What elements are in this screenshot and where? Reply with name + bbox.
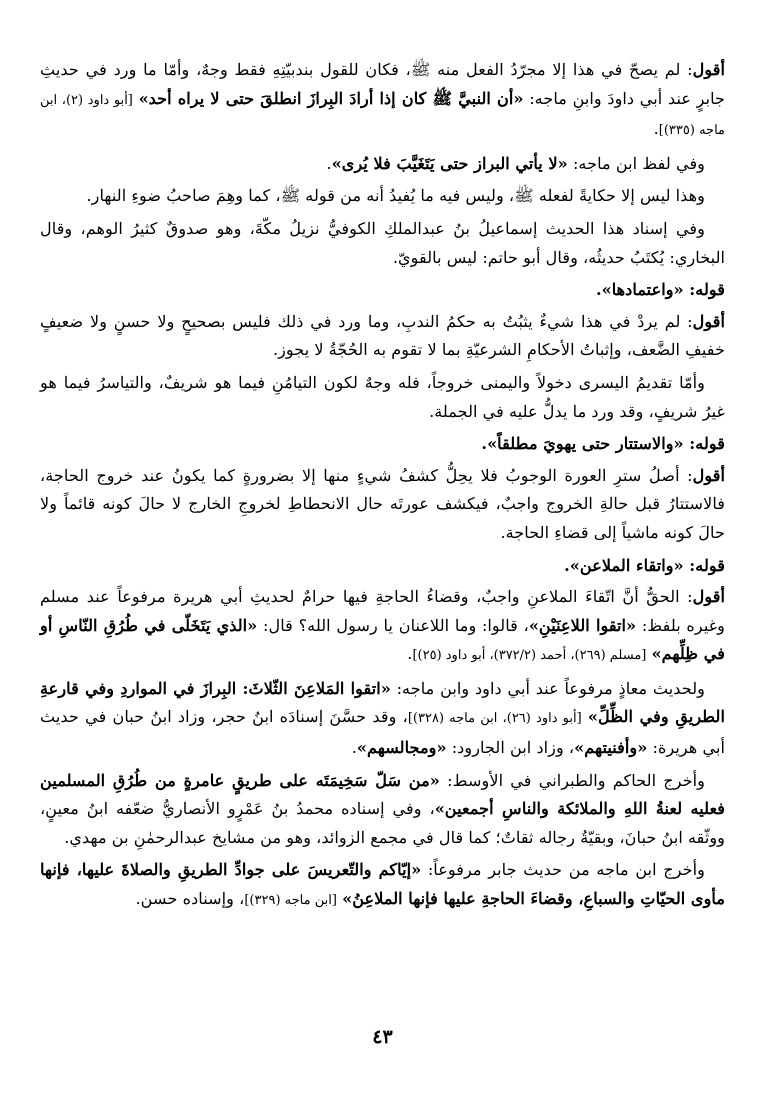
hadith-quote: «الذي يَتَخَلّى في طُرُقِ النّاسِ أو في ظِلِّهم» — [40, 615, 725, 664]
text-run: . — [351, 738, 357, 758]
text-run: . — [653, 119, 659, 139]
text-run: . — [407, 644, 413, 664]
commentary-heading: قوله: «واتقاء الملاعن». — [564, 555, 725, 575]
paragraph — [40, 182, 725, 211]
text-run: : أصلُ سترِ العورة الوجوبُ فلا يحِلُّ كشفُ شيءٍ منها إلا بضرورةٍ كما يكونُ عند خروج الحاجة، فالاستتارُ قبل حالةِ الخروج واجبٌ، فيكشف عورتَه حال الانحطاطِ لخروجِ الخارج لا حالَ كونه قائماً ولا حالَ كونه ماشياً إلى قضاءِ الحاجة. — [40, 465, 725, 542]
text-run: وأمّا تقديمُ اليسرى دخولاً واليمنى خروجاً، فله وجهٌ لكون التيامُنِ فيما هو شريفٌ، والتياسرُ فيما هو غيرُ شريفٍ، وقد ورد ما يدلُّ عليه في الجملة. — [40, 372, 725, 421]
hadith-quote: «لا يأتي البراز حتى يَتَغَيَّبَ فلا يُرى» — [331, 153, 568, 173]
heading-label: قوله — [695, 555, 725, 575]
lead-word: أقول — [692, 465, 725, 485]
citation: [مسلم (٢٦٩)، أحمد (٣٧٢/٢)، أبو داود (٢٥)] — [412, 648, 647, 664]
text-run: وفي إسناد هذا الحديث إسماعيلُ بنُ عبدالملكِ الكوفيُّ نزيلُ مكّةَ، وهو صدوقٌ كثيرُ الوهم، وقال البخاري: يُكتَبُ حديثُه، وقال أبو حاتم: ليس بالقويّ. — [40, 218, 725, 267]
hadith-quote: «أن النبيَّ ﷺ كان إذا أرادَ البِرازَ انطلقَ حتى لا يراه أحد» — [138, 88, 524, 108]
text-run: ولحديث معاذٍ مرفوعاً عند أبي داود وابن ماجه: — [390, 678, 706, 698]
paragraph — [40, 56, 725, 146]
hadith-quote: «ومجالسهم» — [356, 738, 447, 758]
lead-word: أقول — [692, 311, 725, 331]
text-run: : لم يردْ في هذا شيءٌ يثبُتُ به حكمُ الندبِ، وما ورد في ذلك فليس بصحيحٍ ولا حسنٍ ولا ضعيفٍ خفيفِ الضَّعف، وإثباتُ الأحكامِ الشرعيّةِ بما لا تقوم به الحُجّةُ لا يجوز. — [40, 311, 725, 360]
heading-quote: «والاستتار حتى يهويَ مطلقاً» — [487, 434, 684, 454]
hadith-quote: «إيّاكم والتّعريسَ على جوادِّ الطريقِ والصلاةَ عليها، فإنها مأوى الحيّاتِ والسباعِ، وقضاءَ الحاجةِ عليها فإنها الملاعِنُ» — [40, 860, 725, 909]
paragraph — [40, 675, 725, 763]
text-run: . — [326, 153, 332, 173]
paragraph — [40, 308, 725, 365]
heading-quote: «واتقاء الملاعن» — [569, 555, 684, 575]
paragraph — [40, 767, 725, 853]
paragraph — [40, 583, 725, 671]
page-number: ٤٣ — [372, 1026, 393, 1048]
commentary-heading: قوله: «واعتمادها». — [595, 280, 725, 300]
text-run: وهذا ليس إلا حكايةً لفعله ﷺ، وليس فيه ما يُفيدُ أنه من قوله ﷺ، كما وهِمَ صاحبُ ضوءِ النهار. — [86, 186, 705, 206]
text-run: : لم يصحّ في هذا إلا مجرّدُ الفعل منه ﷺ، فكان للقول بندبيّتِهِ فقط وجهٌ، وأمّا ما ورد في حديثِ جابرٍ عند أبي داودَ وابنِ ماجه: — [40, 60, 726, 108]
lead-word: أقول — [692, 587, 725, 607]
hadith-quote: «اتقوا المَلاعِنَ الثّلاثَ: البِرازَ في المواردِ وفي قارعةِ الطريقِ وفي الظِّلِّ» — [40, 678, 725, 727]
text-run: وفي لفظ ابن ماجه: — [567, 153, 705, 173]
text-run: : الحقُّ أنَّ اتّقاءَ الملاعنِ واجبٌ، وقضاءُ الحاجةِ فيها حرامٌ لحديثِ أبي هريرة مرفوعاً عند مسلم وغيره بلفظ: — [40, 587, 725, 635]
citation: [أبو داود (٢)، ابن ماجه (٣٣٥)] — [40, 92, 725, 139]
lead-word: أقول — [692, 60, 725, 79]
heading-quote: «واعتمادها» — [601, 280, 684, 300]
paragraph — [40, 150, 725, 179]
text-run: ، وزاد ابن الجارود: — [446, 738, 575, 758]
text-run: وأخرج الحاكم والطبراني في الأوسط: — [439, 770, 705, 790]
text-run: ، وقد حسَّنَ إسنادَه ابنُ حجر، وزاد ابنُ حبان في حديث أبي هريرة: — [40, 707, 725, 758]
hadith-quote: «اتقوا اللاعِنَيْنِ» — [528, 615, 637, 635]
hadith-quote: «من سَلّ سَخِيمَتَه على طريقٍ عامرةٍ من طُرُقِ المسلمين فعليه لعنةُ اللهِ والملائكة والناسِ أجمعين» — [40, 770, 725, 819]
hadith-quote: «وأفنيتهم» — [574, 738, 648, 758]
paragraph — [40, 215, 725, 272]
paragraph — [40, 856, 725, 915]
heading-label: قوله — [695, 280, 725, 300]
citation: [أبو داود (٢٦)، ابن ماجه (٣٢٨)] — [407, 711, 582, 727]
paragraph — [40, 369, 725, 426]
commentary-heading: قوله: «والاستتار حتى يهويَ مطلقاً». — [481, 434, 725, 454]
text-run: ، قالوا: وما اللاعنان يا رسول الله؟ قال: — [257, 615, 529, 635]
page-body — [40, 56, 725, 916]
text-run: ، وفي إسناده محمدُ بنُ عَمْرٍو الأنصاريُّ ضعّفه ابنُ معينٍ، ووثّقه ابنُ حبانَ، وبقيّةُ رجاله ثقاتٌ؛ كما قال في مجمع الزوائد، وهو من مشايخ عبدالرحمٰنِ بن مهدي. — [40, 799, 725, 847]
text-run: ، وإسناده حسن. — [135, 889, 245, 909]
text-run: وأخرج ابن ماجه من حديث جابر مرفوعاً: — [421, 860, 705, 880]
heading-label: قوله — [695, 434, 725, 454]
citation: [ابن ماجه (٣٢٩)] — [244, 893, 337, 909]
paragraph — [40, 462, 725, 548]
